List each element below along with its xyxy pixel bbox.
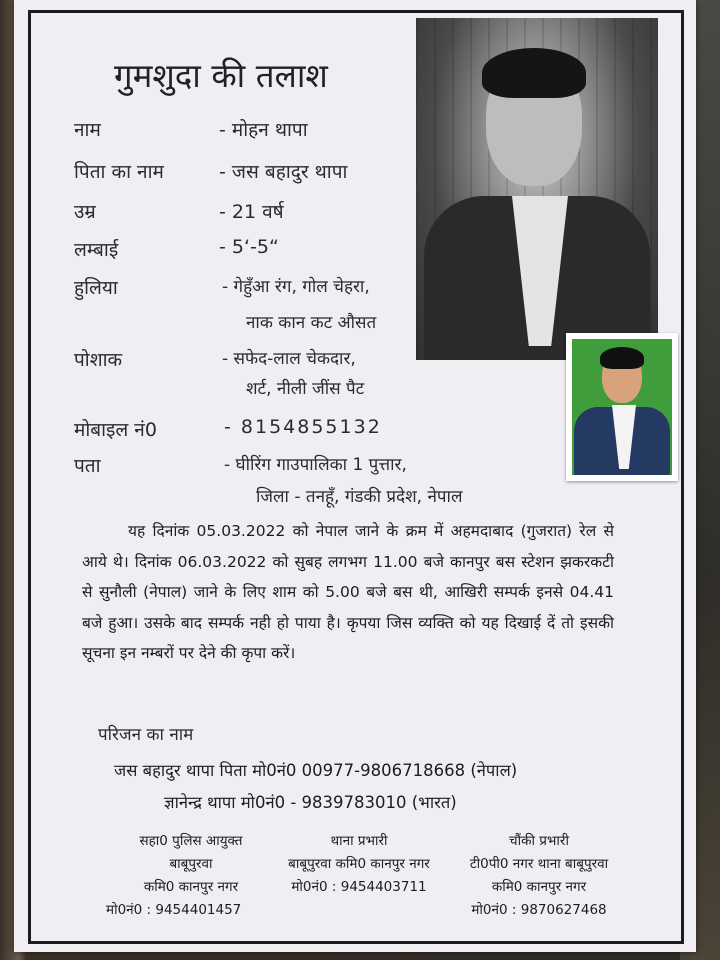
official-place: बाबूपुरवा कमि0 कानपुर नगर <box>288 856 430 872</box>
missing-person-poster <box>14 0 696 952</box>
incident-description: यह दिनांक 05.03.2022 को नेपाल जाने के क्रम में अहमदाबाद (गुजरात) रेल से आये थे। दिनांक 06.03.2022 को सुबह लगभग 11.00 बजे कानपुर बस स्टेशन झकरकटी से सुनौली (नेपाल) जाने के लिए शाम को 5.00 बजे बस थी, आखिरी सम्पर्क इनसे 04.41 बजे हुआ। उसके बाद सम्पर्क नही हो पाया है। कृपया जिस व्यक्ति को यह दिखाई दें तो इसकी सूचना इन नम्बरों पर देने की कृपा करें। <box>82 522 614 662</box>
official-place: बाबूपुरवा <box>169 856 213 872</box>
field-value: - 8154855132 <box>224 416 382 438</box>
official-city: कमि0 कानपुर नगर <box>491 879 587 895</box>
official-block <box>274 830 444 899</box>
poster-title: गुमशुदा की तलाश <box>114 56 328 95</box>
field-label: पिता का नाम <box>74 161 164 183</box>
field-value-line2: नाक कान कट औसत <box>246 313 377 333</box>
field-label: लम्बाई <box>74 239 119 261</box>
official-city: कमि0 कानपुर नगर <box>143 879 239 895</box>
official-title: चौंकी प्रभारी <box>509 833 569 849</box>
kin-contact-1: जस बहादुर थापा पिता मो0नं0 00977-9806718668 (नेपाल) <box>114 761 518 780</box>
field-value-line2: जिला - तनहूँ, गंडकी प्रदेश, नेपाल <box>256 487 463 507</box>
field-value: - गेहुँआ रंग, गोल चेहरा, <box>222 277 370 297</box>
official-block <box>106 830 276 922</box>
official-phone: मो0नं0 : 9870627468 <box>471 902 607 918</box>
official-title: थाना प्रभारी <box>330 833 388 849</box>
field-label: हुलिया <box>74 277 118 299</box>
field-value: - सफेद-लाल चेकदार, <box>222 349 356 369</box>
official-place: टी0पी0 नगर थाना बाबूपुरवा <box>469 856 609 872</box>
kin-contact-2: ज्ञानेन्द्र थापा मो0नं0 - 9839783010 (भारत) <box>164 793 457 812</box>
field-label: नाम <box>74 119 101 141</box>
field-value-line2: शर्ट, नीली जींस पैट <box>246 379 365 399</box>
field-label: पता <box>74 455 101 477</box>
official-block <box>454 830 624 922</box>
field-value: - 21 वर्ष <box>219 201 284 223</box>
official-phone: मो0नं0 : 9454401457 <box>106 902 242 918</box>
official-title: सहा0 पुलिस आयुक्त <box>139 833 243 849</box>
field-value: - मोहन थापा <box>219 119 308 141</box>
field-value: - जस बहादुर थापा <box>219 161 348 183</box>
field-label: उम्र <box>74 201 96 223</box>
field-value: - घीरिंग गाउपालिका 1 पुत्तार, <box>224 455 407 475</box>
kin-heading: परिजन का नाम <box>98 725 194 745</box>
color-portrait-photo-icon <box>566 333 678 481</box>
field-value: - 5‘-5“ <box>219 236 279 258</box>
field-label: पोशाक <box>74 349 123 371</box>
field-label: मोबाइल नं0 <box>74 419 157 441</box>
official-phone: मो0नं0 : 9454403711 <box>291 879 427 895</box>
portrait-photo-icon <box>416 18 658 360</box>
